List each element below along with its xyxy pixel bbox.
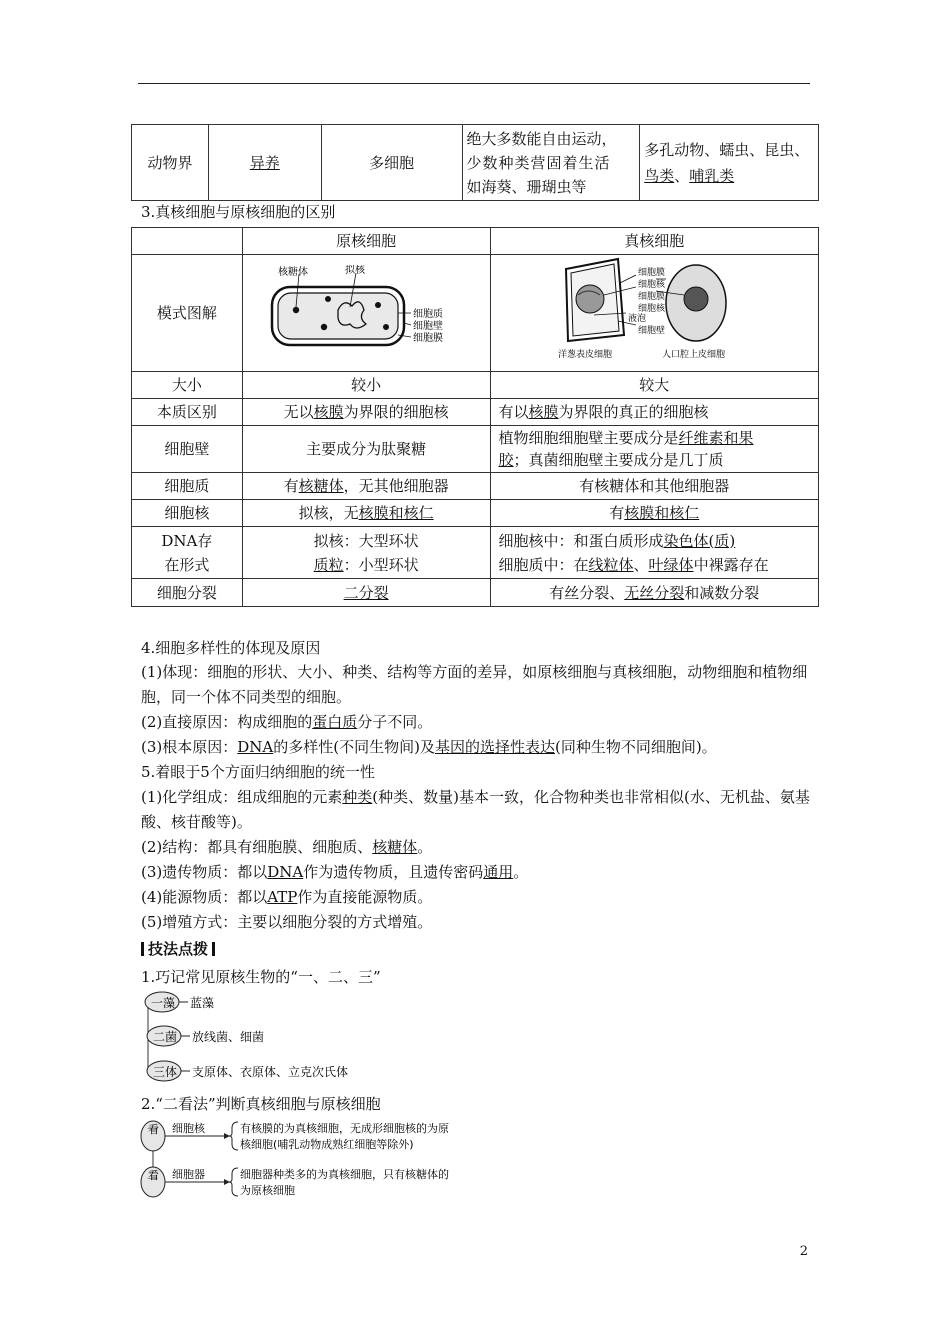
mnemonic-text-2: 放线菌、细菌 [192, 1030, 265, 1044]
table-row: 本质区别 无以核膜为界限的细胞核 有以核膜为界限的真正的细胞核 [132, 399, 819, 426]
euk-caption-cheek: 人口腔上皮细胞 [662, 350, 726, 360]
tips-t2: 2.“二看法”判断真核细胞与原核细胞 [141, 1095, 381, 1113]
section5-title: 5.着眼于5个方面归纳细胞的统一性 [141, 763, 375, 781]
prok-label-membrane: 细胞膜 [413, 333, 444, 344]
look2-tag: 二看 [147, 1169, 159, 1182]
euk-label-membrane2: 细胞膜 [638, 292, 666, 302]
mnemonic-text-1: 蓝藻 [190, 996, 215, 1010]
mnemonic-tag-2: 二菌 [153, 1030, 178, 1044]
header-rule [138, 83, 810, 84]
prok-label-ribosome: 核糖体 [278, 267, 309, 278]
movement-cell: 绝大多数能自由运动， 少数种类营固着生活 如海葵、珊瑚虫等 [462, 125, 640, 201]
header-prokaryote: 原核细胞 [242, 228, 490, 255]
section5-p3: (3)遗传物质：都以DNA作为遗传物质，且遗传密码通用。 [141, 863, 529, 881]
section4-p1: (1)体现：细胞的形状、大小、种类、结构等方面的差异，如原核细胞与真核细胞，动物细胞和植物细胞，同一个体不同类型的细胞。 [141, 663, 808, 706]
header-eukaryote: 真核细胞 [490, 228, 819, 255]
table-row [132, 125, 819, 201]
euk-label-wall: 细胞壁 [638, 326, 666, 336]
look1-key: 细胞核 [172, 1122, 205, 1135]
euk-label-membrane: 细胞膜 [638, 268, 666, 278]
mnemonic-text-3: 支原体、衣原体、立克次氏体 [192, 1065, 349, 1079]
eukaryote-diagram [490, 255, 819, 372]
mnemonic-tag-3: 三体 [153, 1065, 178, 1079]
section4-p3: (3)根本原因：DNA的多样性(不同生物间)及基因的选择性表达(同种生物不同细胞间)。 [141, 738, 717, 756]
table-row [132, 255, 819, 372]
section4-title: 4.细胞多样性的体现及原因 [141, 639, 321, 657]
nutrition-cell: 异养 [249, 153, 280, 172]
prok-label-wall: 细胞壁 [413, 321, 444, 332]
prok-label-nucleoid: 拟核 [345, 265, 366, 276]
look1-line2: 核细胞(哺乳动物成熟红细胞等除外) [240, 1138, 414, 1151]
prokaryote-diagram [242, 255, 490, 372]
table-row: DNA存 在形式 拟核：大型环状 质粒：小型环状 细胞核中：和蛋白质形成染色体(质) 细胞质中：在线粒体、叶绿体中裸露存在 [132, 527, 819, 579]
section4-p2: (2)直接原因：构成细胞的蛋白质分子不同。 [141, 713, 433, 731]
table-row: 细胞分裂 二分裂 有丝分裂、无丝分裂和减数分裂 [132, 579, 819, 607]
section5-p2: (2)结构：都具有细胞膜、细胞质、核糖体。 [141, 838, 433, 856]
look1-line1: 有核膜的为真核细胞，无成形细胞核的为原 [240, 1122, 449, 1135]
look1-tag: 一看 [147, 1123, 159, 1136]
tips-heading: 技法点拨 [137, 937, 219, 961]
eukaryote-cell-figure [554, 255, 754, 363]
tips-t1: 1.巧记常见原核生物的“一、二、三” [141, 968, 381, 986]
section5-p5: (5)增殖方式：主要以细胞分裂的方式增殖。 [141, 913, 433, 931]
heading-bar-icon [212, 942, 215, 956]
mnemonic-tag-1: 一藻 [151, 996, 176, 1010]
euk-caption-onion: 洋葱表皮细胞 [558, 350, 613, 360]
diagram-label: 模式图解 [132, 255, 243, 372]
euk-label-vacuole: 液泡 [628, 314, 647, 324]
cell-type-cell: 多细胞 [321, 125, 462, 201]
prok-label-cytoplasm: 细胞质 [413, 309, 444, 320]
table-row: 细胞质 有核糖体，无其他细胞器 有核糖体和其他细胞器 [132, 473, 819, 500]
euk-label-nucleus: 细胞核 [638, 280, 666, 290]
examples-cell: 多孔动物、蠕虫、昆虫、 鸟类、哺乳类 [640, 125, 819, 201]
table-row: 细胞壁 主要成分为肽聚糖 植物细胞细胞壁主要成分是纤维素和果 胶；真菌细胞壁主要成分是几丁质 [132, 426, 819, 473]
kingdom-table [131, 124, 819, 201]
table-row [132, 228, 819, 255]
euk-label-nucleus2: 细胞核 [638, 304, 666, 314]
page-number: 2 [799, 1244, 808, 1259]
section3-title: 3.真核细胞与原核细胞的区别 [141, 203, 336, 221]
look2-line1: 细胞器种类多的为真核细胞，只有核糖体的 [240, 1168, 449, 1181]
look2-key: 细胞器 [172, 1168, 205, 1181]
two-look-figure [138, 1118, 508, 1202]
section5-p4: (4)能源物质：都以ATP作为直接能源物质。 [141, 888, 433, 906]
heading-bar-icon [141, 942, 144, 956]
look2-line2: 为原核细胞 [240, 1184, 295, 1197]
table-row: 大小 较小 较大 [132, 372, 819, 399]
table-row: 细胞核 拟核，无核膜和核仁 有核膜和核仁 [132, 500, 819, 527]
prokaryote-cell-figure [268, 265, 464, 353]
mnemonic-figure [142, 990, 442, 1086]
cell-comparison-table [131, 227, 819, 607]
kingdom-cell: 动物界 [132, 125, 209, 201]
section5-p1: (1)化学组成：组成细胞的元素种类(种类、数量)基本一致，化合物种类也非常相似(水、无机盐、氨基酸、核苷酸等)。 [141, 788, 810, 831]
